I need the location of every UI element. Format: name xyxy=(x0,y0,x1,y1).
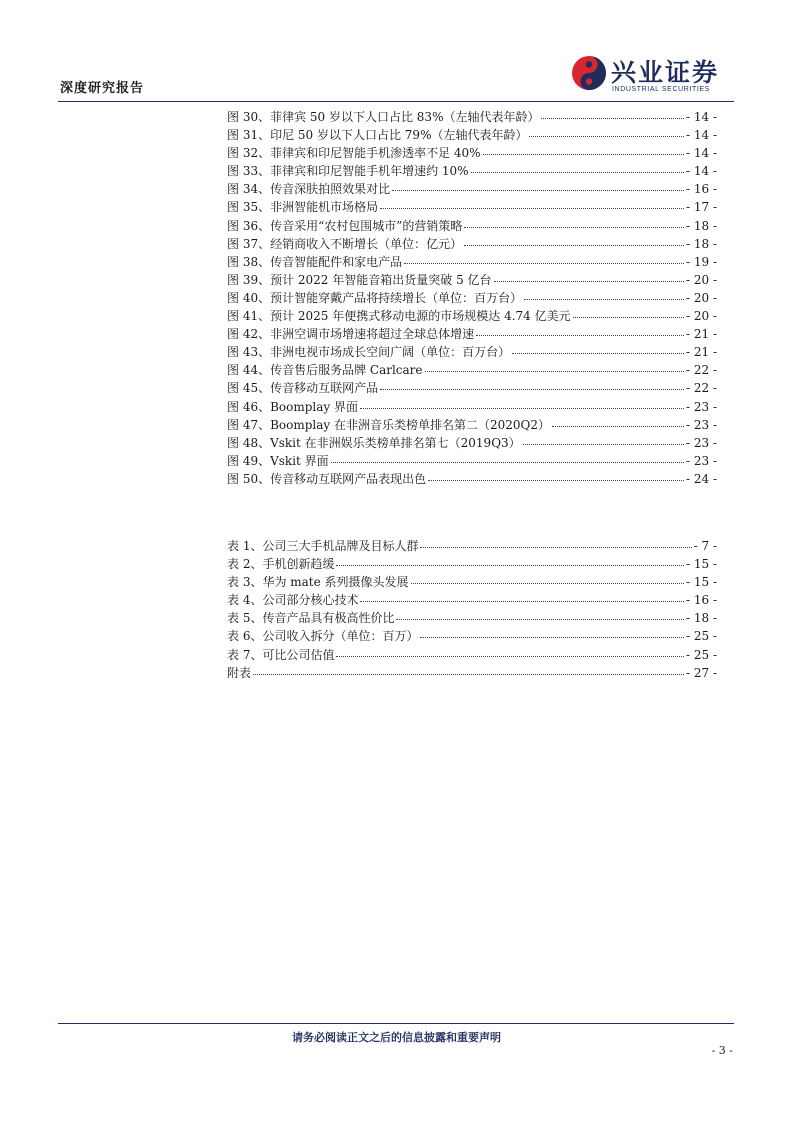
toc-leader-dots xyxy=(360,591,684,602)
toc-entry[interactable] xyxy=(227,452,717,470)
toc-entry-title: 表 5、传音产品具有极高性价比 xyxy=(227,611,395,626)
toc-entry-title: 图 31、印尼 50 岁以下人口占比 79%（左轴代表年龄） xyxy=(227,128,528,143)
logo-swirl-icon xyxy=(571,55,607,91)
toc-entry-title: 图 46、Boomplay 界面 xyxy=(227,399,358,414)
toc-leader-dots xyxy=(396,609,684,620)
toc-entry[interactable] xyxy=(227,646,717,664)
toc-entry-page: - 19 - xyxy=(685,254,717,269)
toc-entry[interactable] xyxy=(227,180,717,198)
toc-leader-dots xyxy=(523,434,684,445)
logo-chinese-name: 兴业证券 xyxy=(611,58,720,87)
figure-list xyxy=(227,108,717,488)
toc-entry-page: - 18 - xyxy=(685,236,717,251)
toc-entry[interactable] xyxy=(227,235,717,253)
toc-entry-page: - 22 - xyxy=(685,381,717,396)
toc-entry[interactable] xyxy=(227,470,717,488)
toc-leader-dots xyxy=(411,573,684,584)
toc-entry-title: 图 38、传音智能配件和家电产品 xyxy=(227,254,403,269)
toc-entry-page: - 14 - xyxy=(685,128,717,143)
toc-entry[interactable] xyxy=(227,434,717,452)
toc-entry-title: 表 6、公司收入拆分（单位：百万） xyxy=(227,629,419,644)
toc-entry-title: 图 34、传音深肤拍照效果对比 xyxy=(227,182,391,197)
toc-leader-dots xyxy=(336,646,684,657)
toc-entry-title: 图 48、Vskit 在非洲娱乐类榜单排名第七（2019Q3） xyxy=(227,435,521,450)
toc-entry-page: - 14 - xyxy=(685,146,717,161)
toc-leader-dots xyxy=(512,343,684,354)
toc-leader-dots xyxy=(404,253,684,264)
toc-entry[interactable] xyxy=(227,573,717,591)
toc-entry-title: 图 30、菲律宾 50 岁以下人口占比 83%（左轴代表年龄） xyxy=(227,110,540,124)
toc-entry-title: 图 42、非洲空调市场增速将超过全球总体增速 xyxy=(227,327,475,342)
toc-leader-dots xyxy=(464,217,684,228)
toc-entry-page: - 18 - xyxy=(685,218,717,233)
toc-leader-dots xyxy=(331,452,684,463)
toc-entry-title: 图 32、菲律宾和印尼智能手机渗透率不足 40% xyxy=(227,146,481,161)
toc-entry[interactable] xyxy=(227,253,717,271)
toc-leader-dots xyxy=(336,555,684,566)
toc-entry[interactable] xyxy=(227,217,717,235)
toc-entry-title: 表 1、公司三大手机品牌及目标人群 xyxy=(227,539,419,553)
toc-entry-title: 表 7、可比公司估值 xyxy=(227,647,335,662)
toc-entry[interactable] xyxy=(227,416,717,434)
toc-entry-title: 图 41、预计 2025 年便携式移动电源的市场规模达 4.74 亿美元 xyxy=(227,309,571,324)
toc-leader-dots xyxy=(494,271,684,282)
toc-entry-title: 图 43、非洲电视市场成长空间广阔（单位：百万台） xyxy=(227,345,511,360)
toc-entry[interactable] xyxy=(227,162,717,180)
toc-leader-dots xyxy=(471,162,684,173)
toc-leader-dots xyxy=(420,627,684,638)
disclosure-notice: 请务必阅读正文之后的信息披露和重要声明 xyxy=(292,1031,501,1044)
toc-entry-page: - 20 - xyxy=(685,290,717,305)
toc-entry-title: 图 35、非洲智能机市场格局 xyxy=(227,200,379,215)
toc-entry-page: - 22 - xyxy=(685,363,717,378)
toc-entry[interactable] xyxy=(227,591,717,609)
toc-entry-title: 表 2、手机创新趋缓 xyxy=(227,557,335,572)
report-type-label: 深度研究报告 xyxy=(60,81,145,96)
logo-english-name: INDUSTRIAL SECURITIES xyxy=(612,86,710,93)
toc-entry-page: - 20 - xyxy=(685,309,717,324)
toc-entry[interactable] xyxy=(227,343,717,361)
toc-entry-page: - 25 - xyxy=(685,629,717,644)
toc-entry[interactable] xyxy=(227,609,717,627)
toc-entry[interactable] xyxy=(227,144,717,162)
company-logo xyxy=(571,55,736,97)
toc-entry-page: - 24 - xyxy=(685,471,717,486)
toc-entry-page: - 16 - xyxy=(685,593,717,608)
toc-leader-dots xyxy=(380,198,684,209)
toc-leader-dots xyxy=(573,307,684,318)
toc-leader-dots xyxy=(464,235,684,246)
toc-entry-page: - 23 - xyxy=(685,435,717,450)
toc-leader-dots xyxy=(552,416,684,427)
toc-entry[interactable] xyxy=(227,289,717,307)
toc-entry[interactable] xyxy=(227,664,717,682)
toc-entry-page: - 14 - xyxy=(685,110,717,124)
toc-leader-dots xyxy=(392,180,684,191)
toc-entry-page: - 21 - xyxy=(685,345,717,360)
toc-leader-dots xyxy=(529,126,684,137)
toc-leader-dots xyxy=(541,108,684,119)
footer-divider xyxy=(58,1023,734,1024)
toc-leader-dots xyxy=(380,379,684,390)
toc-entry-title: 图 40、预计智能穿戴产品将持续增长（单位：百万台） xyxy=(227,290,523,305)
toc-leader-dots xyxy=(428,470,684,481)
toc-entry-title: 图 49、Vskit 界面 xyxy=(227,453,329,468)
page-number: - 3 - xyxy=(711,1044,733,1057)
toc-entry-title: 附表 xyxy=(227,665,252,680)
table-list xyxy=(227,537,717,682)
toc-leader-dots xyxy=(425,361,684,372)
toc-entry[interactable] xyxy=(227,361,717,379)
toc-entry-title: 图 50、传音移动互联网产品表现出色 xyxy=(227,471,427,486)
toc-entry-title: 图 37、经销商收入不断增长（单位：亿元） xyxy=(227,236,463,251)
toc-entry[interactable] xyxy=(227,325,717,343)
toc-entry[interactable] xyxy=(227,379,717,397)
toc-entry[interactable] xyxy=(227,307,717,325)
header-divider xyxy=(58,101,734,102)
toc-entry[interactable] xyxy=(227,627,717,645)
toc-leader-dots xyxy=(476,325,684,336)
toc-entry-page: - 23 - xyxy=(685,399,717,414)
toc-leader-dots xyxy=(420,537,691,548)
toc-entry[interactable] xyxy=(227,271,717,289)
toc-leader-dots xyxy=(360,398,684,409)
toc-entry-page: - 25 - xyxy=(685,647,717,662)
toc-entry-title: 表 4、公司部分核心技术 xyxy=(227,593,359,608)
toc-entry-page: - 27 - xyxy=(685,665,717,680)
toc-entry-page: - 15 - xyxy=(685,575,717,590)
toc-entry-page: - 17 - xyxy=(685,200,717,215)
toc-entry-page: - 7 - xyxy=(693,539,717,553)
toc-entry[interactable] xyxy=(227,537,717,555)
toc-entry-title: 图 45、传音移动互联网产品 xyxy=(227,381,379,396)
toc-entry-page: - 14 - xyxy=(685,164,717,179)
toc-leader-dots xyxy=(483,144,684,155)
toc-entry-title: 图 47、Boomplay 在非洲音乐类榜单排名第二（2020Q2） xyxy=(227,417,551,432)
toc-entry-title: 图 33、菲律宾和印尼智能手机年增速约 10% xyxy=(227,164,469,179)
toc-entry-title: 图 36、传音采用“农村包围城市”的营销策略 xyxy=(227,218,463,233)
toc-entry[interactable] xyxy=(227,108,717,126)
toc-entry-title: 表 3、华为 mate 系列摄像头发展 xyxy=(227,575,409,590)
toc-entry-title: 图 44、传音售后服务品牌 Carlcare xyxy=(227,363,423,378)
toc-entry[interactable] xyxy=(227,398,717,416)
toc-entry-page: - 23 - xyxy=(685,453,717,468)
toc-leader-dots xyxy=(253,664,684,675)
toc-entry-page: - 23 - xyxy=(685,417,717,432)
toc-entry-page: - 21 - xyxy=(685,327,717,342)
toc-entry-page: - 20 - xyxy=(685,272,717,287)
toc-entry-page: - 15 - xyxy=(685,557,717,572)
toc-entry-page: - 18 - xyxy=(685,611,717,626)
toc-entry-page: - 16 - xyxy=(685,182,717,197)
toc-entry[interactable] xyxy=(227,126,717,144)
toc-entry[interactable] xyxy=(227,198,717,216)
toc-entry-title: 图 39、预计 2022 年智能音箱出货量突破 5 亿台 xyxy=(227,272,492,287)
toc-leader-dots xyxy=(524,289,684,300)
toc-entry[interactable] xyxy=(227,555,717,573)
